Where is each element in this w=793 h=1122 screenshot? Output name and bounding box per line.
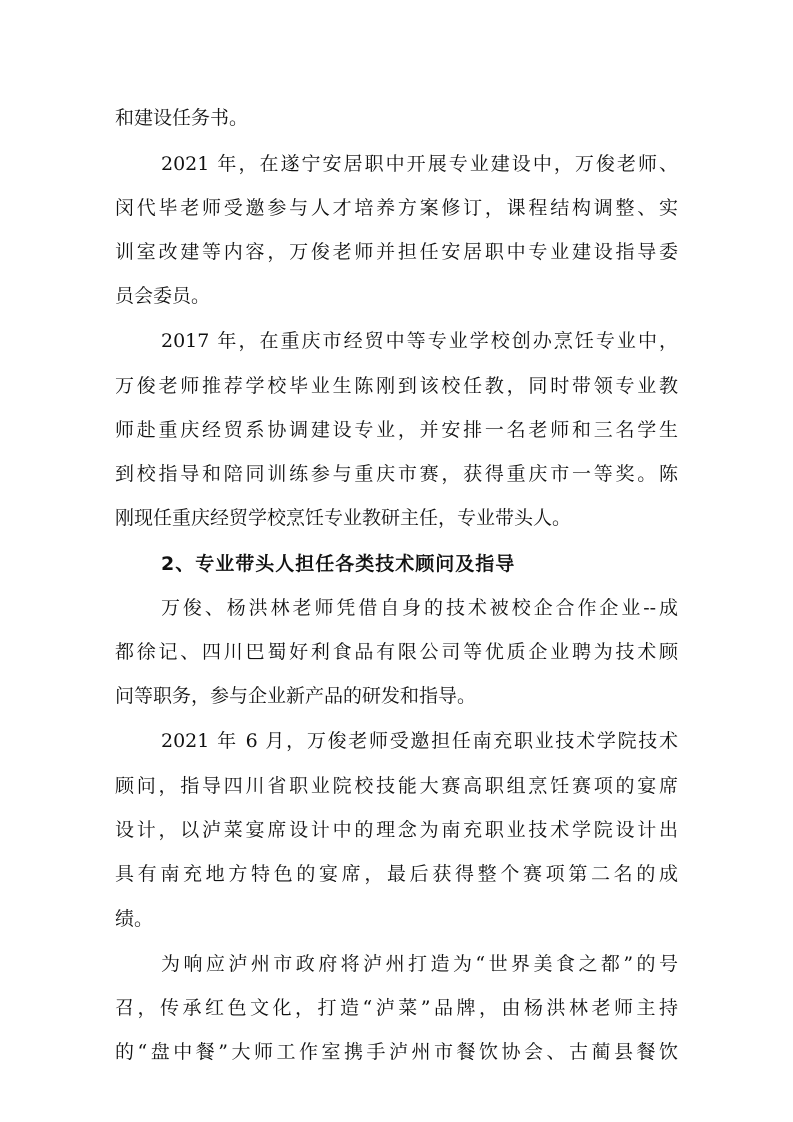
text-line-6: 2017 年，在重庆市经贸中等专业学校创办烹饪专业中， (161, 330, 678, 352)
text-line-5: 员会委员。 (115, 285, 211, 307)
text-line-10: 刚现任重庆经贸学校烹饪专业教研主任，专业带头人。 (115, 507, 572, 529)
text-line-13: 都徐记、四川巴蜀好利食品有限公司等优质企业聘为技术顾 (115, 641, 678, 663)
text-line-7: 万俊老师推荐学校毕业生陈刚到该校任教，同时带领专业教 (115, 375, 678, 397)
text-line-3: 闵代毕老师受邀参与人才培养方案修订，课程结构调整、实 (115, 197, 678, 219)
text-line-22: 的“盘中餐”大师工作室携手泸州市餐饮协会、古蔺县餐饮 (115, 1041, 678, 1063)
text-line-16: 顾问，指导四川省职业院校技能大赛高职组烹饪赛项的宴席 (115, 775, 678, 797)
text-line-21: 召，传承红色文化，打造“泸菜”品牌，由杨洪林老师主持 (115, 997, 678, 1019)
text-line-12: 万俊、杨洪林老师凭借自身的技术被校企合作企业--成 (161, 597, 678, 619)
text-line-19: 绩。 (115, 908, 154, 930)
text-line-2: 2021 年，在遂宁安居职中开展专业建设中，万俊老师、 (161, 153, 678, 175)
text-line-8: 师赴重庆经贸系协调建设专业，并安排一名老师和三名学生 (115, 419, 678, 441)
section-heading: 2、专业带头人担任各类技术顾问及指导 (161, 553, 516, 575)
text-line-17: 设计，以泸菜宴席设计中的理念为南充职业技术学院设计出 (115, 819, 678, 841)
text-line-20: 为响应泸州市政府将泸州打造为“世界美食之都”的号 (161, 953, 678, 975)
text-line-9: 到校指导和陪同训练参与重庆市赛，获得重庆市一等奖。陈 (115, 463, 678, 485)
text-line-4: 训室改建等内容，万俊老师并担任安居职中专业建设指导委 (115, 241, 678, 263)
text-line-18: 具有南充地方特色的宴席，最后获得整个赛项第二名的成 (115, 863, 678, 885)
text-line-1: 和建设任务书。 (115, 107, 249, 129)
text-line-14: 问等职务，参与企业新产品的研发和指导。 (115, 685, 477, 707)
text-line-15: 2021 年 6 月，万俊老师受邀担任南充职业技术学院技术 (161, 730, 678, 752)
